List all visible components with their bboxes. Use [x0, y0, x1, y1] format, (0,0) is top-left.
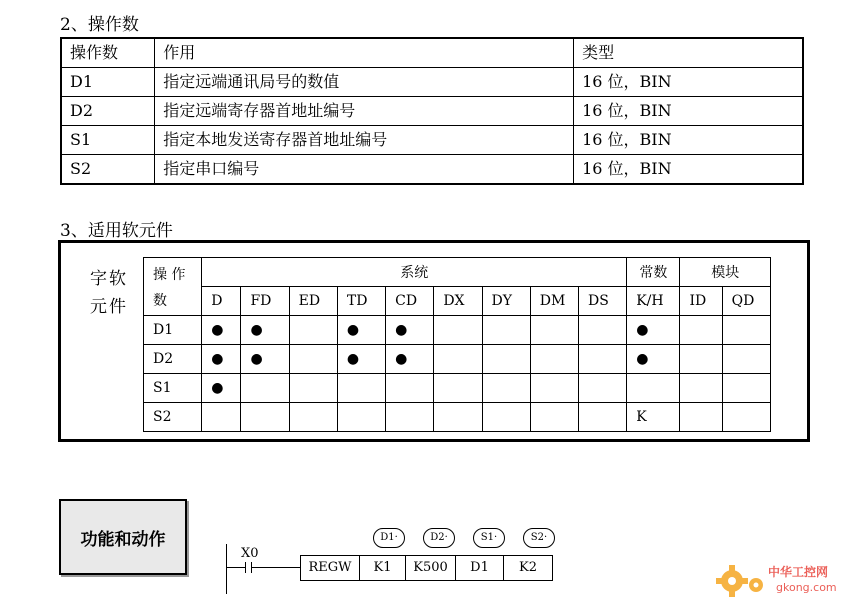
- device-cell: [482, 316, 530, 345]
- type-cell: 16 位，BIN: [574, 155, 803, 185]
- device-cell: [434, 345, 482, 374]
- device-cell: [241, 374, 289, 403]
- type-cell: 16 位，BIN: [574, 68, 803, 97]
- table-row: [61, 155, 803, 185]
- side-label-bottom: 元件: [90, 297, 128, 317]
- device-cell: ●: [386, 345, 434, 374]
- operand-header: [144, 258, 202, 316]
- device-cell: [337, 403, 385, 432]
- device-cell: ●: [202, 316, 241, 345]
- operand-bubble-d2: D2·: [423, 528, 455, 548]
- device-cell: ●: [627, 316, 680, 345]
- function-action-box: [59, 499, 187, 575]
- table-row: [144, 316, 771, 345]
- device-cell: [722, 374, 770, 403]
- device-cell: [680, 316, 722, 345]
- col-header: DM: [530, 287, 578, 316]
- device-cell: K: [627, 403, 680, 432]
- operand-bubble-s1: S1·: [473, 528, 505, 548]
- device-cell: [578, 374, 626, 403]
- device-cell: [289, 403, 337, 432]
- operand-cell: D2: [61, 97, 155, 126]
- device-table: [143, 257, 771, 432]
- device-cell: ●: [337, 316, 385, 345]
- col-header: DY: [482, 287, 530, 316]
- device-cell: ●: [241, 316, 289, 345]
- operand-cell: D1: [61, 68, 155, 97]
- device-cell: [202, 403, 241, 432]
- operand-table: [60, 37, 804, 185]
- table-row: [144, 345, 771, 374]
- device-cell: [530, 374, 578, 403]
- device-cell: [482, 374, 530, 403]
- operand-cell: D1: [144, 316, 202, 345]
- contact-label: X0: [241, 546, 259, 561]
- instruction-cell: REGW: [301, 556, 360, 580]
- function-cell: 指定串口编号: [155, 155, 574, 185]
- device-cell: [578, 403, 626, 432]
- col-header: TD: [337, 287, 385, 316]
- operand-bubble-d1: D1·: [373, 528, 405, 548]
- group-module: 模块: [680, 258, 771, 287]
- device-cell: [241, 403, 289, 432]
- device-cell: [289, 374, 337, 403]
- device-cell: [386, 374, 434, 403]
- left-power-rail: [226, 544, 227, 594]
- device-cell: ●: [337, 345, 385, 374]
- table-row: [61, 97, 803, 126]
- header-type: 类型: [574, 38, 803, 68]
- device-cell: [530, 316, 578, 345]
- operand-cell: S2: [61, 155, 155, 185]
- operand-cell: S2: [144, 403, 202, 432]
- header-function: 作用: [155, 38, 574, 68]
- col-header: DS: [578, 287, 626, 316]
- watermark-brand: 中华工控网: [768, 565, 829, 579]
- device-cell: [530, 345, 578, 374]
- type-cell: 16 位，BIN: [574, 126, 803, 155]
- device-cell: [578, 316, 626, 345]
- section-2-heading: 2、操作数: [60, 15, 139, 35]
- type-cell: 16 位，BIN: [574, 97, 803, 126]
- rung-wire-left: [227, 567, 245, 568]
- device-cell: [434, 316, 482, 345]
- device-cell: ●: [202, 345, 241, 374]
- device-cell: [722, 345, 770, 374]
- function-cell: 指定远端通讯局号的数值: [155, 68, 574, 97]
- group-constant: 常数: [627, 258, 680, 287]
- instruction-cell: K2: [519, 560, 537, 575]
- col-header: D: [202, 287, 241, 316]
- col-header: K/H: [627, 287, 680, 316]
- device-cell: [578, 345, 626, 374]
- function-action-label: 功能和动作: [80, 529, 166, 550]
- device-cell: [289, 345, 337, 374]
- device-cell: [530, 403, 578, 432]
- table-header-row: [61, 38, 803, 68]
- operand-header-bottom: 数: [153, 293, 167, 309]
- device-cell: [482, 403, 530, 432]
- col-header: FD: [241, 287, 289, 316]
- group-header-row: [144, 258, 771, 287]
- function-cell: 指定本地发送寄存器首地址编号: [155, 126, 574, 155]
- device-cell: [337, 374, 385, 403]
- section-3-heading: 3、适用软元件: [60, 221, 173, 241]
- group-system: 系统: [202, 258, 627, 287]
- operand-cell: D2: [144, 345, 202, 374]
- device-cell: [434, 374, 482, 403]
- rung-wire-right: [252, 567, 300, 568]
- operand-bubble-s2: S2·: [523, 528, 555, 548]
- contact-bar-left: [245, 562, 246, 573]
- device-cell: ●: [241, 345, 289, 374]
- instruction-cell: D1: [456, 556, 504, 580]
- device-cell: [386, 403, 434, 432]
- device-cell: ●: [202, 374, 241, 403]
- watermark: [712, 555, 842, 605]
- device-cell: [680, 403, 722, 432]
- device-cell: [680, 345, 722, 374]
- table-row: [144, 403, 771, 432]
- instruction-block: [300, 555, 553, 581]
- col-header: ED: [289, 287, 337, 316]
- col-header: ID: [680, 287, 722, 316]
- table-row: [144, 374, 771, 403]
- instruction-cell: K1: [360, 556, 406, 580]
- device-cell: [434, 403, 482, 432]
- device-cell: [482, 345, 530, 374]
- function-cell: 指定远端寄存器首地址编号: [155, 97, 574, 126]
- device-cell: [289, 316, 337, 345]
- device-cell: ●: [386, 316, 434, 345]
- col-header: CD: [386, 287, 434, 316]
- instruction-cell: K500: [406, 556, 456, 580]
- column-header-row: [144, 287, 771, 316]
- col-header: QD: [722, 287, 770, 316]
- device-cell: [722, 403, 770, 432]
- device-cell: ●: [627, 345, 680, 374]
- device-cell: [722, 316, 770, 345]
- device-cell: [680, 374, 722, 403]
- operand-cell: S1: [61, 126, 155, 155]
- gear-icon: [712, 555, 772, 605]
- device-cell: [627, 374, 680, 403]
- col-header: DX: [434, 287, 482, 316]
- watermark-domain: gkong.com: [776, 581, 837, 594]
- table-row: [61, 68, 803, 97]
- header-operand: 操作数: [61, 38, 155, 68]
- side-label-top: 字软: [90, 269, 128, 289]
- operand-cell: S1: [144, 374, 202, 403]
- table-row: [61, 126, 803, 155]
- operand-header-top: 操 作: [153, 267, 186, 283]
